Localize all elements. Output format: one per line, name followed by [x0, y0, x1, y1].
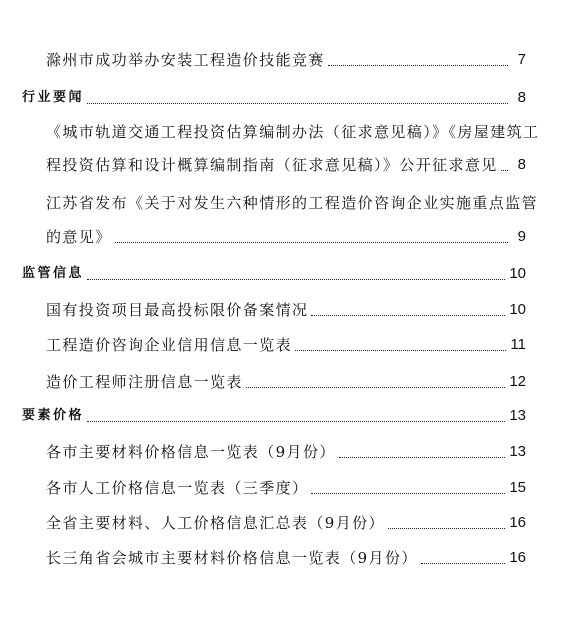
toc-page-number: 16 [509, 549, 526, 566]
toc-entry-title-line2: 的意见》 [46, 228, 112, 246]
toc-entry[interactable] [0, 364, 563, 392]
toc-section-heading[interactable] [0, 256, 563, 284]
toc-entry[interactable] [0, 292, 563, 320]
toc-entry[interactable] [0, 505, 563, 533]
toc-page-number: 13 [509, 407, 526, 424]
dot-leader [246, 387, 506, 388]
dot-leader [87, 279, 505, 280]
toc-section-heading[interactable] [0, 398, 563, 426]
toc-entry[interactable] [0, 327, 563, 355]
section-title: 行业要闻 [22, 90, 85, 105]
toc-entry[interactable] [0, 540, 563, 568]
dot-leader [295, 350, 506, 351]
section-title: 监管信息 [22, 266, 85, 281]
dot-leader [388, 528, 505, 529]
toc-page-number: 16 [509, 514, 526, 531]
toc-entry[interactable] [0, 147, 563, 175]
toc-entry[interactable] [0, 434, 563, 462]
toc-entry-title: 各市人工价格信息一览表（三季度） [46, 479, 309, 497]
toc-entry-title-line1: 江苏省发布《关于对发生六种情形的工程造价咨询企业实施重点监管 [46, 194, 539, 212]
toc-entry-title-line2: 程投资估算和设计概算编制指南（征求意见稿）》公开征求意见 [46, 156, 498, 174]
toc-page-number: 11 [510, 336, 526, 353]
toc-page-number: 8 [517, 89, 526, 106]
toc-page-number: 13 [509, 443, 526, 460]
toc-entry-title: 各市主要材料价格信息一览表（9月份） [46, 443, 336, 461]
toc-entry-title: 国有投资项目最高投标限价备案情况 [46, 301, 309, 319]
toc-page-number: 12 [509, 373, 526, 390]
dot-leader [87, 421, 505, 422]
toc-page-number: 9 [517, 228, 526, 245]
toc-entry-title-line1: 《城市轨道交通工程投资估算编制办法（征求意见稿）》《房屋建筑工 [46, 123, 540, 141]
toc-page-number: 10 [509, 301, 526, 318]
toc-entry-title: 长三角省会城市主要材料价格信息一览表（9月份） [46, 549, 418, 567]
toc-entry[interactable] [0, 42, 563, 70]
dot-leader [311, 315, 505, 316]
toc-page-number: 7 [517, 51, 526, 68]
toc-entry[interactable] [0, 470, 563, 498]
toc-entry[interactable] [0, 219, 563, 247]
dot-leader [421, 563, 506, 564]
dot-leader [87, 103, 508, 104]
toc-page-number: 10 [509, 265, 526, 282]
dot-leader [501, 170, 508, 171]
toc-entry-title: 滁州市成功举办安装工程造价技能竞赛 [46, 51, 325, 69]
toc-entry-title: 工程造价咨询企业信用信息一览表 [46, 336, 293, 354]
toc-page-number: 8 [517, 156, 526, 173]
toc-entry-title: 造价工程师注册信息一览表 [46, 373, 243, 391]
section-title: 要素价格 [22, 408, 85, 423]
dot-leader [328, 65, 508, 66]
dot-leader [311, 493, 505, 494]
dot-leader [339, 457, 506, 458]
toc-entry-title: 全省主要材料、人工价格信息汇总表（9月份） [46, 514, 385, 532]
toc-page-number: 15 [509, 479, 526, 496]
toc-section-heading[interactable] [0, 80, 563, 108]
dot-leader [115, 242, 508, 243]
